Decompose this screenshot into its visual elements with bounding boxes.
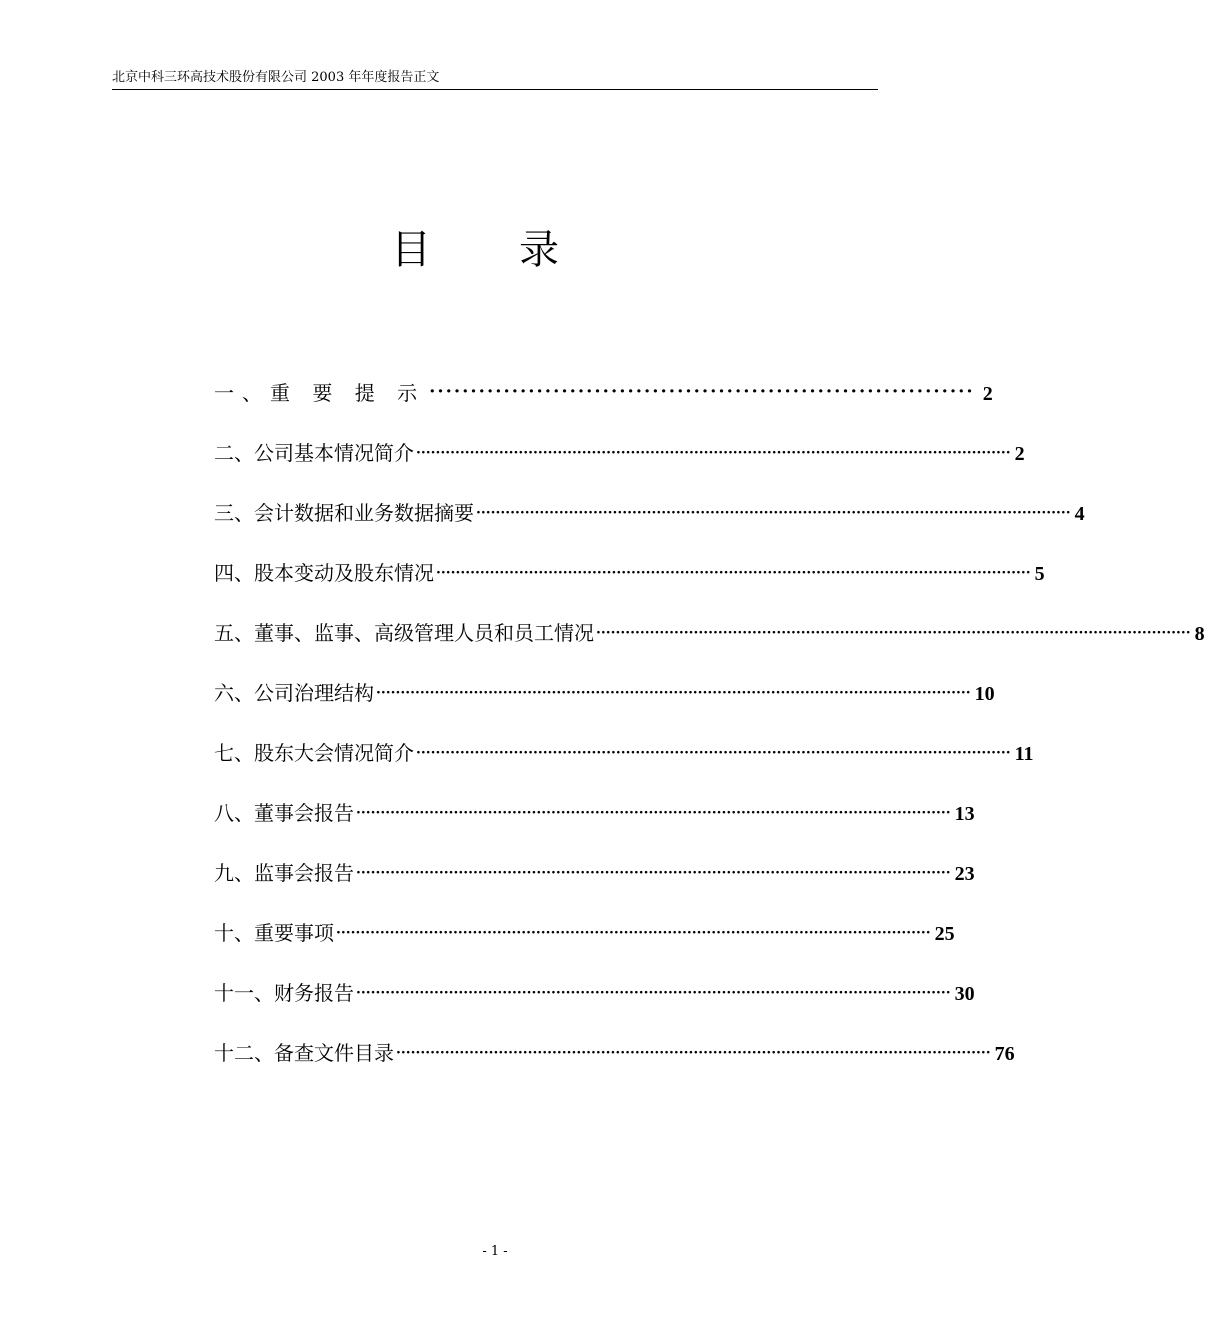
toc-entry[interactable] xyxy=(214,1035,1015,1095)
toc-entry-page: 5 xyxy=(1034,563,1045,585)
toc-entry-page: 30 xyxy=(954,983,975,1005)
toc-entry-page: 4 xyxy=(1074,503,1085,525)
toc-leader-dots: ·························································································································· xyxy=(596,625,1191,641)
page-header xyxy=(112,64,878,90)
toc-leader-dots: ·························································································································· xyxy=(476,505,1071,521)
toc-leader-dots: ·························································································································· xyxy=(356,865,951,881)
header-title: 北京中科三环高技术股份有限公司 2003 年年度报告正文 xyxy=(112,70,440,85)
toc-leader-dots: ·························································································································· xyxy=(436,565,1031,581)
toc-leader-dots: ·························································································································· xyxy=(336,925,931,941)
toc-title xyxy=(0,222,950,278)
toc-entry[interactable] xyxy=(214,555,1045,615)
toc-entry[interactable] xyxy=(214,975,975,1035)
toc-leader-dots: ·························································································································· xyxy=(356,805,951,821)
toc-entry-label: 七、股东大会情况简介 xyxy=(214,741,414,765)
toc-entry-page: 8 xyxy=(1194,623,1205,645)
toc-leader-dots: ·························································································································· xyxy=(416,745,1011,761)
toc-entry-label: 九、监事会报告 xyxy=(214,861,354,885)
toc-entry-page: 10 xyxy=(974,683,995,705)
toc-entry-label: 三、会计数据和业务数据摘要 xyxy=(214,501,474,525)
page-number: - 1 - xyxy=(482,1244,508,1259)
toc-entry[interactable] xyxy=(214,855,975,915)
toc-title-char-2: 录 xyxy=(519,227,559,273)
toc-entry[interactable] xyxy=(214,495,1085,555)
toc-entry-label: 十二、备查文件目录 xyxy=(214,1041,394,1065)
toc-entry[interactable] xyxy=(214,675,995,735)
toc-entry-label: 二、公司基本情况简介 xyxy=(214,441,414,465)
toc-entry-page: 23 xyxy=(954,863,975,885)
toc-entry-label: 十一、财务报告 xyxy=(214,981,354,1005)
toc-title-char-1: 目 xyxy=(391,227,431,273)
toc-entry-label: 一、重 要 提 示 xyxy=(214,381,426,405)
toc-entry-page: 11 xyxy=(1014,743,1034,765)
toc-leader-dots: ·························································································································· xyxy=(356,985,951,1001)
toc-entry-page: 76 xyxy=(994,1043,1015,1065)
toc-entry[interactable] xyxy=(214,915,955,975)
toc-entry-label: 十、重要事项 xyxy=(214,921,334,945)
toc-entry[interactable] xyxy=(214,795,975,855)
toc-entry-label: 五、董事、监事、高级管理人员和员工情况 xyxy=(214,621,594,645)
toc-entry-label: 四、股本变动及股东情况 xyxy=(214,561,434,585)
toc-entry-page: 25 xyxy=(934,923,955,945)
table-of-contents xyxy=(214,375,1205,1095)
toc-entry-page: 2 xyxy=(1014,443,1025,465)
toc-leader-dots: ·································································· xyxy=(429,381,975,402)
page-footer xyxy=(0,1244,990,1259)
toc-entry-label: 八、董事会报告 xyxy=(214,801,354,825)
toc-entry[interactable] xyxy=(214,375,993,435)
toc-entry[interactable] xyxy=(214,615,1205,675)
toc-entry-page: 13 xyxy=(954,803,975,825)
toc-leader-dots: ·························································································································· xyxy=(416,445,1011,461)
toc-entry[interactable] xyxy=(214,435,1025,495)
toc-entry[interactable] xyxy=(214,735,1034,795)
toc-leader-dots: ·························································································································· xyxy=(376,685,971,701)
toc-entry-page: 2 xyxy=(982,383,993,405)
toc-leader-dots: ·························································································································· xyxy=(396,1045,991,1061)
toc-entry-label: 六、公司治理结构 xyxy=(214,681,374,705)
